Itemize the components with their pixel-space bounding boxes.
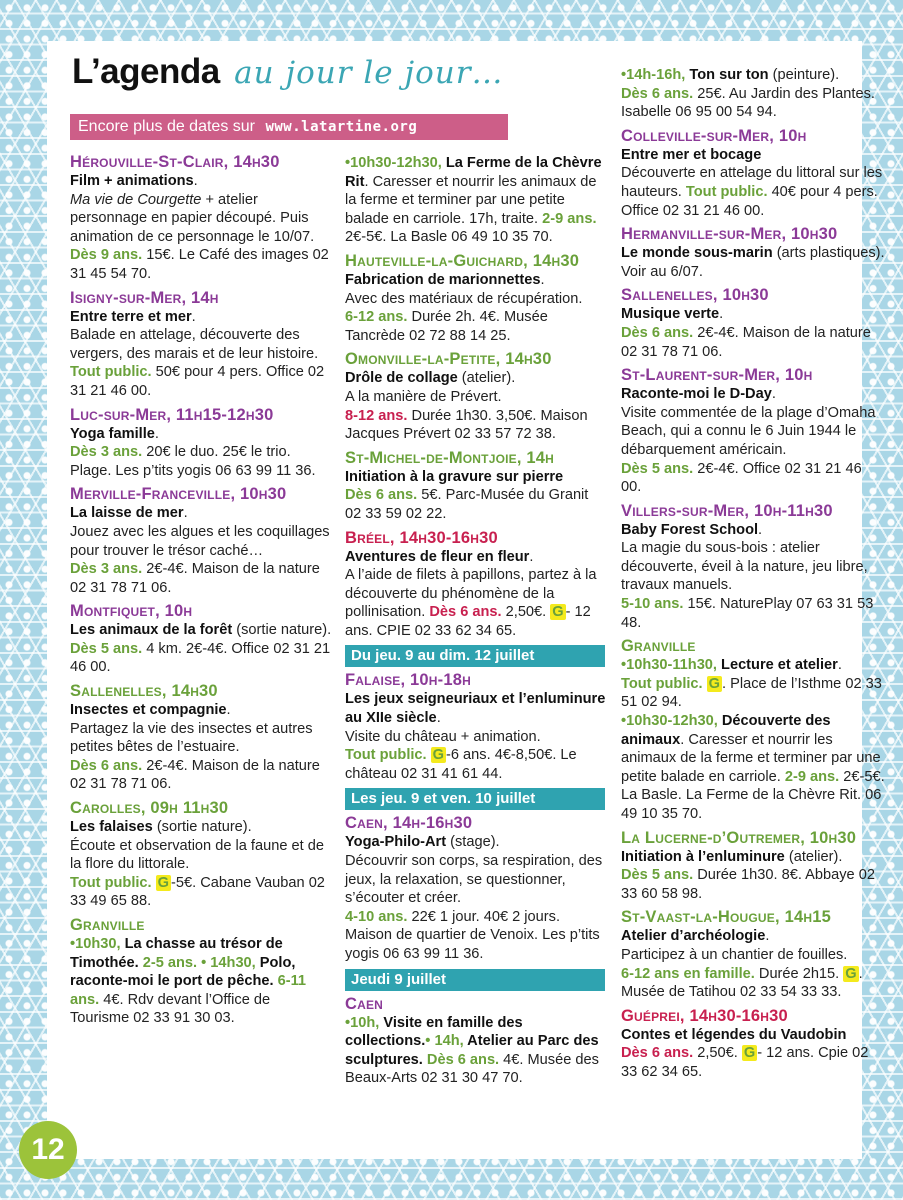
event-title: Le monde sous-marin bbox=[621, 245, 773, 262]
event-description: Écoute et observation de la faune et de la flore du littorale. bbox=[70, 837, 324, 873]
event-info: 2€-4€. Office 02 31 21 46 00. bbox=[621, 460, 862, 496]
event-info: Durée 1h30. 3,50€. Maison Jacques Prévert 02 33 57 72 38. bbox=[345, 407, 588, 443]
event-title: Insectes et compagnie bbox=[70, 702, 227, 719]
page-title: L’agenda bbox=[72, 52, 220, 91]
event-caen-yoga bbox=[345, 813, 607, 963]
age-label: Dès 6 ans. bbox=[425, 604, 502, 621]
event-price: Durée 2h15. bbox=[754, 965, 844, 982]
column-2 bbox=[345, 154, 607, 1092]
age-label: 6-12 ans en famille. bbox=[621, 965, 755, 982]
banner-url-link[interactable]: www.latartine.org bbox=[265, 119, 418, 135]
event-info: 2€-5€. La Basle 06 49 10 35 70. bbox=[345, 229, 553, 246]
event-info: -6 ans. 4€-8,50€. Le château 02 31 41 61 44. bbox=[345, 747, 577, 782]
event-description: Découverte en attelage du littoral sur les hauteurs. bbox=[621, 165, 883, 200]
event-title: Fabrication de marionnettes bbox=[345, 271, 541, 288]
event-place: Falaise, 10h-18h bbox=[345, 671, 471, 690]
event-villers: Villers-sur-Mer, 10h-11h30 Baby Forest School. La magie du sous-bois : atelier découverte, éveil à la nature, jeu libre, travaux manuels. 5-10 ans. 15€. NaturePlay 07 63 31 53 48. bbox=[621, 501, 885, 633]
page-header bbox=[72, 52, 504, 100]
event-description: Découvrir son corps, sa respiration, des jeux, la relaxation, se questionner, s’écouter et créer. bbox=[345, 853, 603, 907]
event-stmichel bbox=[345, 448, 607, 524]
time-bullet: •10h30-12h30, bbox=[345, 155, 442, 171]
event-title: Contes et légendes du Vaudobin bbox=[621, 1026, 847, 1043]
event-description: Partagez la vie des insectes et autres petites bêtes de l’estuaire. bbox=[70, 720, 313, 756]
film-title: Ma vie de Courgette bbox=[70, 191, 202, 208]
gratuit-badge: G bbox=[432, 747, 445, 764]
event-place: Sallenelles, 14h30 bbox=[70, 682, 218, 701]
website-banner bbox=[70, 114, 508, 140]
event-title: La Ferme de la Chèvre Rit bbox=[345, 155, 602, 190]
event-info: Durée 1h30. 8€. Abbaye 02 33 60 58 98. bbox=[621, 867, 875, 902]
event-title: Entre mer et bocage bbox=[621, 146, 762, 163]
event-title: Aventures de fleur en fleur bbox=[345, 548, 530, 565]
event-info: 2€-4€. Maison de la nature 02 31 78 71 06. bbox=[70, 757, 320, 793]
event-caen-musee bbox=[345, 994, 607, 1088]
event-carolles bbox=[70, 798, 332, 911]
age-label: Dès 6 ans. bbox=[70, 757, 143, 774]
event-title: Baby Forest School bbox=[621, 521, 759, 538]
event-title: Les animaux de la forêt bbox=[70, 622, 233, 639]
event-description: Avec des matériaux de récupération. bbox=[345, 290, 583, 307]
event-info: 25€. Au Jardin des Plantes. Isabelle 06 95 00 54 94. bbox=[621, 85, 875, 121]
event-place: Isigny-sur-Mer, 14h bbox=[70, 288, 219, 307]
event-info: 2€-4€. Maison de la nature 02 31 78 71 06. bbox=[70, 561, 320, 596]
event-title: Atelier d’archéologie bbox=[621, 928, 766, 945]
event-description: Visite commentée de la plage d’Omaha Beach, qui a connu le 6 Juin 1944 le débarquement américain. bbox=[621, 404, 876, 458]
event-description: . Caresser et nourrir les animaux de la ferme et terminer par une petite balade en carriole. bbox=[621, 731, 881, 785]
event-place: St-Vaast-la-Hougue, 14h15 bbox=[621, 908, 831, 927]
age-label: Dès 5 ans. bbox=[621, 867, 694, 884]
event-title: Lecture et atelier bbox=[716, 657, 838, 674]
time-bullet: •10h30-11h30, bbox=[621, 657, 717, 674]
event-place: Hérouville-St-Clair, 14h30 bbox=[70, 153, 280, 171]
banner-text: Encore plus de dates sur bbox=[78, 118, 255, 135]
event-place: Hermanville-sur-Mer, 10h30 bbox=[621, 225, 838, 244]
event-lucerne bbox=[621, 828, 885, 904]
age-label: 5-10 ans. bbox=[621, 596, 684, 613]
event-info: 15€. Le Café des images 02 31 45 54 70. bbox=[70, 247, 329, 282]
gratuit-badge: G bbox=[743, 1045, 756, 1062]
gratuit-badge: G bbox=[157, 874, 170, 891]
event-stvaast: St-Vaast-la-Hougue, 14h15 Atelier d’archéologie. Participez à un chantier de fouilles. 6-12 ans en famille. Durée 2h15. G . Musée de Tatihou 02 33 54 33 33. bbox=[621, 907, 885, 1001]
event-place: Luc-sur-Mer, 11h15-12h30 bbox=[70, 405, 274, 424]
event-title: Entre terre et mer bbox=[70, 308, 192, 325]
event-info: 4€. Musée des Beaux-Arts 02 31 30 47 70. bbox=[345, 1051, 599, 1087]
event-omonville bbox=[345, 349, 607, 443]
event-falaise: Falaise, 10h-18h Les jeux seigneuriaux et l’enluminure au XIIe siècle. Visite du château + animation. Tout public. G -6 ans. 4€-8,50€. Le château 02 31 41 61 44. bbox=[345, 671, 606, 782]
event-description: + atelier personnage en papier découpé. Puis animation de ce personnage le 10/07. bbox=[70, 191, 315, 245]
event-info: - 12 ans. Cpie 02 33 62 34 65. bbox=[621, 1045, 869, 1080]
event-info: 15€. NaturePlay 07 63 31 53 48. bbox=[621, 596, 874, 631]
event-title: Yoga famille bbox=[70, 425, 155, 442]
event-place: Carolles, 09h 11h30 bbox=[70, 799, 229, 818]
page-number: 12 bbox=[19, 1121, 77, 1179]
event-info: 22€ 1 jour. 40€ 2 jours. Maison de quartier de Venoix. Les p’tits yogis 06 63 99 11 36. bbox=[345, 908, 600, 962]
event-basle bbox=[345, 154, 607, 247]
event-description: . Caresser et nourrir les animaux de la ferme et terminer par une petite balade en carriole. 17h, traite. bbox=[345, 173, 597, 227]
event-info: 2€-5€. La Basle. La Ferme de la Chèvre Rit. 06 49 10 35 70. bbox=[621, 768, 885, 822]
event-title: Drôle de collage bbox=[345, 370, 458, 387]
event-title: Film + animations bbox=[70, 173, 194, 189]
event-info: -5€. Cabane Vauban 02 33 49 65 88. bbox=[70, 874, 325, 910]
date-section-bar: Les jeu. 9 et ven. 10 juillet bbox=[345, 788, 605, 810]
event-price: 2,50€. bbox=[501, 604, 551, 621]
event-title: Ton sur ton bbox=[685, 67, 769, 83]
age-label: Dès 6 ans. bbox=[621, 1045, 694, 1062]
event-description: A la manière de Prévert. bbox=[345, 388, 502, 405]
event-title: Initiation à l’enluminure bbox=[621, 848, 785, 865]
event-info: - 12 ans. CPIE 02 33 62 34 65. bbox=[345, 604, 591, 639]
event-place: Granville bbox=[621, 637, 696, 656]
gratuit-badge: G bbox=[552, 604, 564, 621]
age-label: 2-9 ans. bbox=[780, 768, 840, 785]
event-info: 4€. Rdv devant l’Office de Tourisme 02 33 91 30 03. bbox=[70, 991, 271, 1027]
event-title: Initiation à la gravure sur pierre bbox=[345, 468, 564, 485]
date-section-bar: Jeudi 9 juillet bbox=[345, 969, 605, 991]
age-label: Tout public. bbox=[345, 747, 427, 764]
event-info: . Musée de Tatihou 02 33 54 33 33. bbox=[621, 965, 863, 1001]
event-hermanville bbox=[621, 224, 885, 281]
event-title: La chasse au trésor de Timothée. bbox=[70, 936, 283, 971]
event-description: Balade en attelage, découverte des vergers, des marais et de leur histoire. bbox=[70, 327, 319, 362]
age-label: Dès 3 ans. bbox=[70, 444, 143, 461]
event-luc: Luc-sur-Mer, 11h15-12h30 Yoga famille. Dès 3 ans. 20€ le duo. 25€ le trio. Plage. Les p’tits yogis 06 63 99 11 36. bbox=[70, 405, 332, 481]
event-merville: Merville-Franceville, 10h30 La laisse de mer. Jouez avec les algues et les coquillages pour trouver le trésor caché… Dès 3 ans. 2€-4€. Maison de la nature 02 31 78 71 06. bbox=[70, 484, 332, 597]
event-gueprei bbox=[621, 1006, 885, 1082]
event-place: Caen, 14h-16h30 bbox=[345, 814, 473, 833]
event-description: Jouez avec les algues et les coquillages pour trouver le trésor caché… bbox=[70, 523, 330, 559]
event-title: Visite en famille des collections. bbox=[345, 1014, 523, 1050]
event-stlaurent: St-Laurent-sur-Mer, 10h Raconte-moi le D-Day. Visite commentée de la plage d’Omaha Beach, qui a connu le 6 Juin 1944 le débarquement américain. Dès 5 ans. 2€-4€. Office 02 31 21 46 00. bbox=[621, 365, 885, 497]
event-place: Granville bbox=[70, 916, 145, 934]
event-place: Sallenelles, 10h30 bbox=[621, 286, 769, 305]
event-info: 5€. Parc-Musée du Granit 02 33 59 02 22. bbox=[345, 487, 589, 522]
event-title-suffix: (sortie nature). bbox=[152, 819, 252, 836]
event-place: St-Michel-de-Montjoie, 14h bbox=[345, 448, 555, 467]
event-isigny: Isigny-sur-Mer, 14h Entre terre et mer. Balade en attelage, découverte des vergers, des marais et de leur histoire. Tout public. 50€ pour 4 pers. Office 02 31 21 46 00. bbox=[70, 288, 332, 401]
event-breel: Bréel, 14h30-16h30 Aventures de fleur en fleur. A l’aide de filets à papillons, partez à la découverte du phénomène de la pollinisation. Dès 6 ans. 2,50€. G - 12 ans. CPIE 02 33 62 34 65. bbox=[345, 528, 607, 641]
time-bullet: • 14h, bbox=[425, 1033, 464, 1050]
age-label: Dès 3 ans. bbox=[70, 561, 143, 578]
age-label: 4-10 ans. bbox=[345, 908, 408, 925]
event-place: La Lucerne-d’Outremer, 10h30 bbox=[621, 828, 857, 847]
event-price: 2,50€. bbox=[693, 1045, 742, 1062]
age-label: Tout public. bbox=[70, 874, 152, 891]
event-description: Visite du château + animation. bbox=[345, 728, 541, 745]
event-place: Montfiquet, 10h bbox=[70, 602, 193, 621]
column-3 bbox=[621, 66, 885, 1086]
event-description: A l’aide de filets à papillons, partez à la découverte du phénomène de la pollinisation. bbox=[345, 567, 597, 621]
event-herouville: Hérouville-St-Clair, 14h30 Film + animations. Ma vie de Courgette + atelier personnage en papier découpé. Puis animation de ce personnage le 10/07. Dès 9 ans. 15€. Le Café des images 02 31 45 54 70. bbox=[70, 152, 332, 284]
event-title: Les falaises bbox=[70, 819, 153, 836]
event-jardin bbox=[621, 66, 885, 122]
event-title-suffix: (atelier). bbox=[457, 370, 516, 387]
age-label: 8-12 ans. bbox=[345, 407, 408, 424]
age-label: Tout public. bbox=[70, 364, 152, 381]
event-title: Les jeux seigneuriaux et l’enluminure au XIIe siècle bbox=[345, 691, 606, 727]
event-title: Polo, raconte-moi le port de pêche. bbox=[70, 954, 296, 990]
event-montfiquet bbox=[70, 601, 332, 677]
event-place: Omonville-la-Petite, 14h30 bbox=[345, 350, 552, 369]
event-sallenelles: Sallenelles, 14h30 Insectes et compagnie. Partagez la vie des insectes et autres petites bêtes de l’estuaire. Dès 6 ans. 2€-4€. Maison de la nature 02 31 78 71 06. bbox=[70, 681, 332, 794]
date-section-bar: Du jeu. 9 au dim. 12 juillet bbox=[345, 645, 605, 667]
event-title: Raconte-moi le D-Day bbox=[621, 386, 772, 403]
age-label: Dès 5 ans. bbox=[70, 640, 143, 657]
event-place: Hauteville-la-Guichard, 14h30 bbox=[345, 251, 580, 270]
event-title: La laisse de mer bbox=[70, 505, 184, 522]
event-title-suffix: (stage). bbox=[446, 834, 500, 851]
event-place: Caen bbox=[345, 994, 384, 1013]
age-label: Dès 6 ans. bbox=[621, 85, 694, 102]
event-info: 4 km. 2€-4€. Office 02 31 21 46 00. bbox=[70, 640, 331, 676]
age-label: Dès 6 ans. bbox=[422, 1051, 500, 1068]
event-title: Atelier au Parc des sculptures. bbox=[345, 1033, 599, 1068]
event-description: La magie du sous-bois : atelier découverte, éveil à la nature, jeu libre, travaux manuels. bbox=[621, 540, 868, 594]
event-info: Durée 2h. 4€. Musée Tancrède 02 72 88 14 25. bbox=[345, 309, 548, 344]
event-place: Colleville-sur-Mer, 10h bbox=[621, 126, 807, 145]
page-subtitle: au jour le jour… bbox=[234, 55, 504, 91]
event-title-suffix: (sortie nature). bbox=[232, 622, 332, 639]
event-place: Guéprei, 14h30-16h30 bbox=[621, 1006, 788, 1025]
event-title-suffix: (atelier). bbox=[784, 848, 843, 865]
gratuit-badge: G bbox=[708, 675, 721, 692]
event-title: Yoga-Philo-Art bbox=[345, 834, 447, 851]
gratuit-badge: G bbox=[845, 965, 857, 982]
event-title-suffix: (arts plastiques). Voir au 6/07. bbox=[621, 245, 885, 280]
event-colleville bbox=[621, 126, 885, 220]
event-info: 2€-4€. Maison de la nature 02 31 78 71 06. bbox=[621, 324, 871, 360]
event-place: Merville-Franceville, 10h30 bbox=[70, 485, 287, 504]
event-granville-2: Granville •10h30-11h30, Lecture et atelier. Tout public. G . Place de l’Isthme 02 33 51 02 94. •10h30-12h30, Découverte des animaux. Caresser et nourrir les animaux de la ferme et terminer par une petite balade en carriole. 2-9 ans. 2€-5€. La Basle. La Ferme de la Chèvre Rit. 06 49 10 35 70. bbox=[621, 637, 885, 822]
event-info: 50€ pour 4 pers. Office 02 31 21 46 00. bbox=[70, 364, 325, 399]
time-bullet: •10h30-12h30, bbox=[621, 713, 718, 730]
age-label: 2-5 ans. bbox=[138, 954, 198, 971]
time-bullet: •10h30, bbox=[70, 936, 121, 952]
event-info: . Place de l’Isthme 02 33 51 02 94. bbox=[621, 675, 882, 711]
age-label: Dès 6 ans. bbox=[345, 487, 418, 504]
event-title: Découverte des animaux bbox=[621, 713, 831, 748]
event-sallenelles-2: Sallenelles, 10h30 Musique verte. Dès 6 ans. 2€-4€. Maison de la nature 02 31 78 71 06. bbox=[621, 285, 885, 361]
event-description: Participez à un chantier de fouilles. bbox=[621, 946, 848, 963]
event-granville bbox=[70, 915, 332, 1028]
time-bullet: •10h, bbox=[345, 1014, 380, 1031]
event-hauteville: Hauteville-la-Guichard, 14h30 Fabrication de marionnettes. Avec des matériaux de récupération. 6-12 ans. Durée 2h. 4€. Musée Tancrède 02 72 88 14 25. bbox=[345, 251, 607, 345]
event-info: 20€ le duo. 25€ le trio. Plage. Les p’tits yogis 06 63 99 11 36. bbox=[70, 444, 316, 479]
event-place: Villers-sur-Mer, 10h-11h30 bbox=[621, 501, 833, 520]
age-label: Tout public. bbox=[681, 183, 768, 200]
age-label: 6-12 ans. bbox=[345, 309, 408, 326]
event-place: St-Laurent-sur-Mer, 10h bbox=[621, 366, 813, 385]
event-title: Musique verte bbox=[621, 306, 720, 323]
age-label: Dès 5 ans. bbox=[621, 460, 694, 477]
age-label: 2-9 ans. bbox=[538, 210, 597, 227]
column-1 bbox=[70, 152, 332, 1032]
age-label: Tout public. bbox=[621, 675, 703, 692]
time-bullet: • 14h30, bbox=[197, 954, 256, 971]
event-place: Bréel, 14h30-16h30 bbox=[345, 528, 498, 547]
event-title-suffix: (peinture). bbox=[768, 67, 840, 83]
age-label: 6-11 ans. bbox=[70, 973, 307, 1008]
age-label: Dès 6 ans. bbox=[621, 324, 694, 341]
age-label: Dès 9 ans. bbox=[70, 247, 143, 264]
time-bullet: •14h-16h, bbox=[621, 67, 686, 83]
event-info: 40€ pour 4 pers. Office 02 31 21 46 00. bbox=[621, 183, 878, 219]
